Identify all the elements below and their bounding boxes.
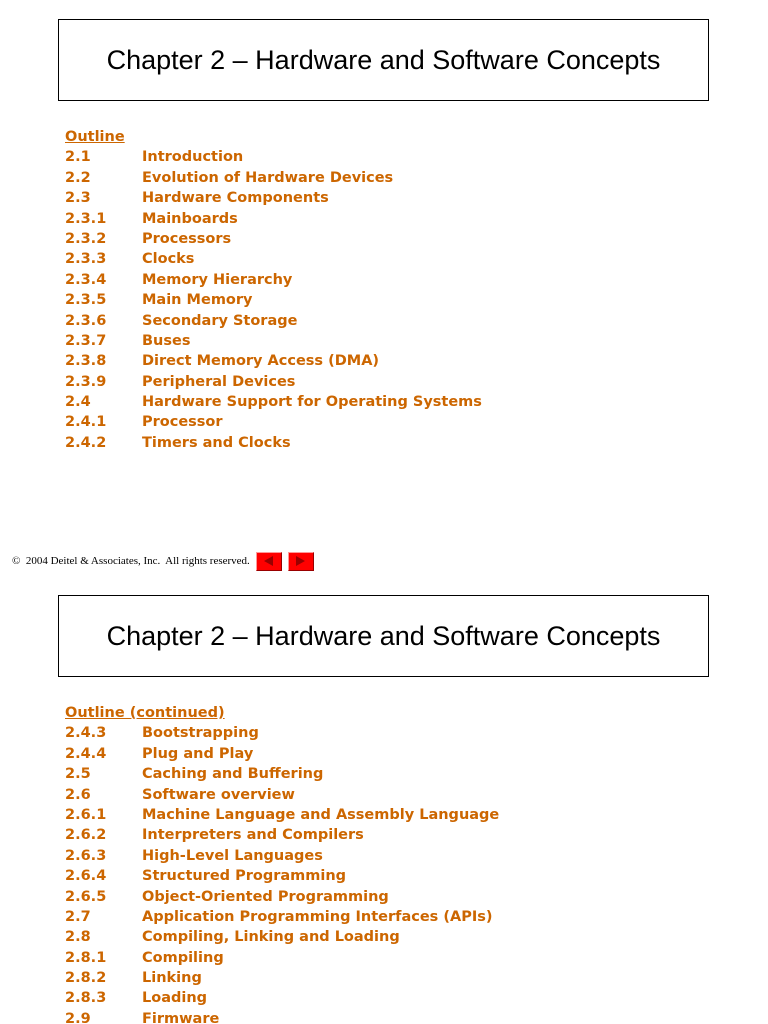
outline-item [65, 270, 482, 290]
outline-item-title: High-Level Languages [142, 847, 323, 864]
outline-item [65, 948, 499, 968]
outline-item [65, 311, 482, 331]
outline-item [65, 229, 482, 249]
outline-item [65, 1009, 499, 1024]
outline-item-title: Buses [142, 332, 191, 349]
outline-item-number: 2.4.3 [65, 725, 107, 742]
outline-item-number: 2.6.4 [65, 868, 107, 885]
slide-2 [0, 576, 768, 1024]
outline-item [65, 147, 482, 167]
outline-item-number: 2.4 [65, 394, 91, 411]
outline-item-title: Compiling, Linking and Loading [142, 929, 400, 946]
outline-item-number: 2.3 [65, 190, 91, 207]
outline-heading-link[interactable]: Outline [65, 129, 125, 145]
copyright-text: © 2004 Deitel & Associates, Inc. All rights reserved. [12, 555, 250, 567]
outline-item-title: Firmware [142, 1010, 220, 1024]
outline-item [65, 412, 482, 432]
outline-item-title: Timers and Clocks [142, 434, 291, 451]
outline-item-title: Main Memory [142, 292, 253, 309]
outline-item [65, 825, 499, 845]
outline-item-title: Loading [142, 990, 208, 1007]
outline-item-number: 2.1 [65, 149, 91, 166]
outline-item-title: Hardware Components [142, 190, 329, 207]
outline-item [65, 907, 499, 927]
outline-item-title: Software overview [142, 786, 295, 803]
outline-item-number: 2.3.7 [65, 332, 107, 349]
outline-item [65, 846, 499, 866]
outline-item-title: Peripheral Devices [142, 373, 296, 390]
outline-item-number: 2.8.1 [65, 949, 107, 966]
outline-item-title: Machine Language and Assembly Language [142, 806, 500, 823]
outline-item-title: Processors [142, 230, 232, 247]
outline-item-number: 2.4.4 [65, 745, 107, 762]
outline-item-number: 2.4.1 [65, 414, 107, 431]
slide-title: Chapter 2 – Hardware and Software Concepts [106, 44, 661, 75]
outline-item-title: Caching and Buffering [142, 766, 324, 783]
outline-item-title: Linking [142, 970, 202, 987]
outline-item [65, 723, 499, 743]
outline-item-number: 2.3.5 [65, 292, 107, 309]
outline-item-number: 2.3.1 [65, 210, 107, 227]
outline-item [65, 372, 482, 392]
outline-item [65, 988, 499, 1008]
outline-item [65, 331, 482, 351]
outline-item-title: Mainboards [142, 210, 238, 227]
outline-item-number: 2.8.2 [65, 970, 107, 987]
slide-title-box [58, 19, 709, 101]
outline-item [65, 744, 499, 764]
outline-item [65, 209, 482, 229]
outline-item-title: Memory Hierarchy [142, 271, 293, 288]
triangle-left-icon [264, 556, 273, 566]
outline-item [65, 968, 499, 988]
outline-item [65, 188, 482, 208]
outline-item-number: 2.6.5 [65, 888, 107, 905]
outline-item [65, 927, 499, 947]
outline-item [65, 168, 482, 188]
outline-item-title: Compiling [142, 949, 224, 966]
outline-item [65, 392, 482, 412]
outline-item [65, 887, 499, 907]
outline-item-number: 2.3.8 [65, 353, 107, 370]
slide-title: Chapter 2 – Hardware and Software Concepts [106, 620, 661, 651]
outline-item [65, 764, 499, 784]
outline-item-number: 2.6.3 [65, 847, 107, 864]
outline-heading-link[interactable]: Outline (continued) [65, 705, 225, 721]
outline-list [65, 703, 499, 1024]
slide-title-box [58, 595, 709, 677]
outline-item-number: 2.2 [65, 169, 91, 186]
outline-item-title: Structured Programming [142, 868, 347, 885]
outline-item [65, 785, 499, 805]
outline-item-number: 2.3.3 [65, 251, 107, 268]
outline-item-title: Application Programming Interfaces (APIs) [142, 908, 493, 925]
outline-item-title: Bootstrapping [142, 725, 259, 742]
outline-item-number: 2.8 [65, 929, 91, 946]
outline-item-title: Interpreters and Compilers [142, 827, 364, 844]
outline-item [65, 249, 482, 269]
outline-list [65, 127, 482, 453]
outline-item-number: 2.4.2 [65, 434, 107, 451]
outline-item-number: 2.6 [65, 786, 91, 803]
triangle-right-icon [296, 556, 305, 566]
outline-item-title: Evolution of Hardware Devices [142, 169, 394, 186]
outline-item-number: 2.5 [65, 766, 91, 783]
slide-footer [12, 551, 314, 571]
previous-slide-button[interactable] [256, 552, 282, 571]
outline-item-number: 2.8.3 [65, 990, 107, 1007]
outline-item-title: Processor [142, 414, 223, 431]
outline-item-number: 2.3.2 [65, 230, 107, 247]
outline-item [65, 351, 482, 371]
outline-item-number: 2.6.1 [65, 806, 107, 823]
outline-item-title: Secondary Storage [142, 312, 298, 329]
outline-item-number: 2.3.4 [65, 271, 107, 288]
outline-item-number: 2.7 [65, 908, 91, 925]
outline-item-number: 2.3.9 [65, 373, 107, 390]
outline-item-title: Direct Memory Access (DMA) [142, 353, 380, 370]
outline-item-number: 2.3.6 [65, 312, 107, 329]
outline-item-number: 2.6.2 [65, 827, 107, 844]
outline-item [65, 433, 482, 453]
outline-item-title: Object-Oriented Programming [142, 888, 389, 905]
outline-item-title: Hardware Support for Operating Systems [142, 394, 482, 411]
outline-item [65, 290, 482, 310]
outline-item-title: Clocks [142, 251, 195, 268]
outline-item [65, 805, 499, 825]
outline-item-title: Plug and Play [142, 745, 254, 762]
next-slide-button[interactable] [288, 552, 314, 571]
outline-item-number: 2.9 [65, 1010, 91, 1024]
outline-item-title: Introduction [142, 149, 244, 166]
outline-item [65, 866, 499, 886]
